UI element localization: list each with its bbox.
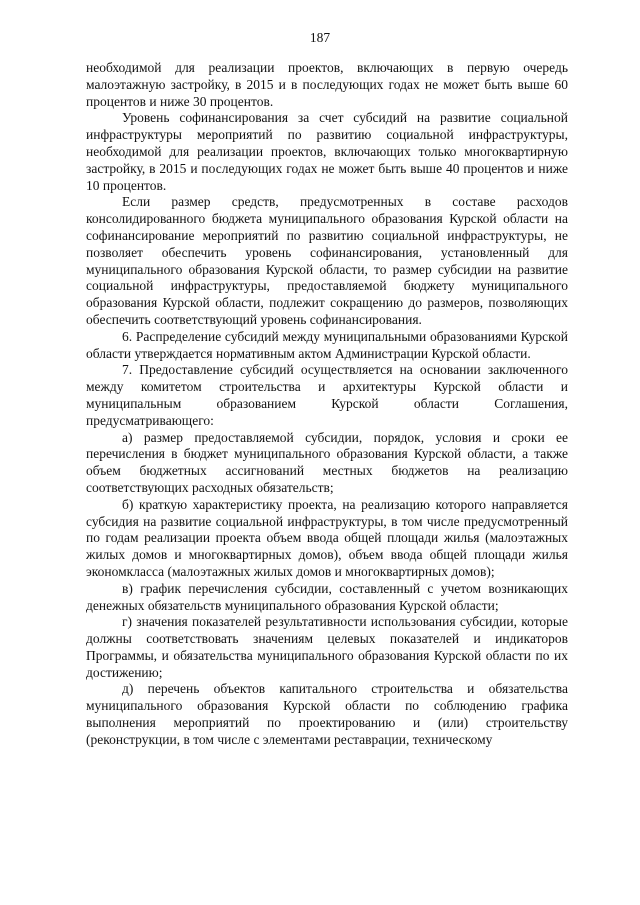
document-body [86, 60, 568, 749]
page-number: 187 [309, 30, 331, 45]
paragraph: необходимой для реализации проектов, включающих в первую очередь малоэтажную застройку, в 2015 и в последующих годах не может быть выше 60 процентов и ниже 30 процентов. [86, 60, 568, 109]
list-item-d: д) перечень объектов капитального строительства и обязательства муниципального образования Курской области по соблюдению графика выполнения мероприятий по проектированию и (или) строительству (реконструкции, в том числе с элементами реставрации, техническому [86, 681, 568, 747]
paragraph: Если размер средств, предусмотренных в составе расходов консолидированного бюджета муниципального образования Курской области на софинансирование мероприятий по развитию социальной инфраструктуры, не позволяет обеспечить уровень софинансирования, установленный для муниципального образования Курской области, то размер субсидии на развитие социальной инфраструктуры, предоставляемой бюджету муниципального образования Курской области, подлежит сокращению до размеров, позволяющих обеспечить соответствующий уровень софинансирования. [86, 194, 568, 327]
paragraph: Уровень софинансирования за счет субсидий на развитие социальной инфраструктуры мероприятий по развитию социальной инфраструктуры, необходимой для реализации проектов, включающих только многоквартирную застройку, в 2015 и последующих годах не может быть выше 40 процентов и ниже 10 процентов. [86, 110, 568, 193]
list-item-a: а) размер предоставляемой субсидии, порядок, условия и сроки ее перечисления в бюджет муниципального образования Курской области, а также объем бюджетных ассигнований местных бюджетов на реализацию соответствующих расходных обязательств; [86, 429, 568, 495]
paragraph: 7. Предоставление субсидий осуществляется на основании заключенного между комитетом строительства и архитектуры Курской области и муниципальным образованием Курской области Соглашения, предусматривающего: [86, 362, 568, 428]
list-item-v: в) график перечисления субсидии, составленный с учетом возникающих денежных обязательств муниципального образования Курской области; [86, 580, 568, 613]
list-item-g: г) значения показателей результативности использования субсидии, которые должны соответствовать значениям целевых показателей и индикаторов Программы, и обязательства муниципального образования Курской области по их достижению; [86, 614, 568, 680]
paragraph: 6. Распределение субсидий между муниципальными образованиями Курской области утверждается нормативным актом Администрации Курской области. [86, 328, 568, 361]
list-item-b: б) краткую характеристику проекта, на реализацию которого направляется субсидия на развитие социальной инфраструктуры, в том числе предусмотренный по годам реализации проекта объем ввода общей площади жилья (малоэтажных жилых домов и многоквартирных домов), объем ввода общей площади жилья экономкласса (малоэтажных жилых домов и многоквартирных домов); [86, 496, 568, 579]
